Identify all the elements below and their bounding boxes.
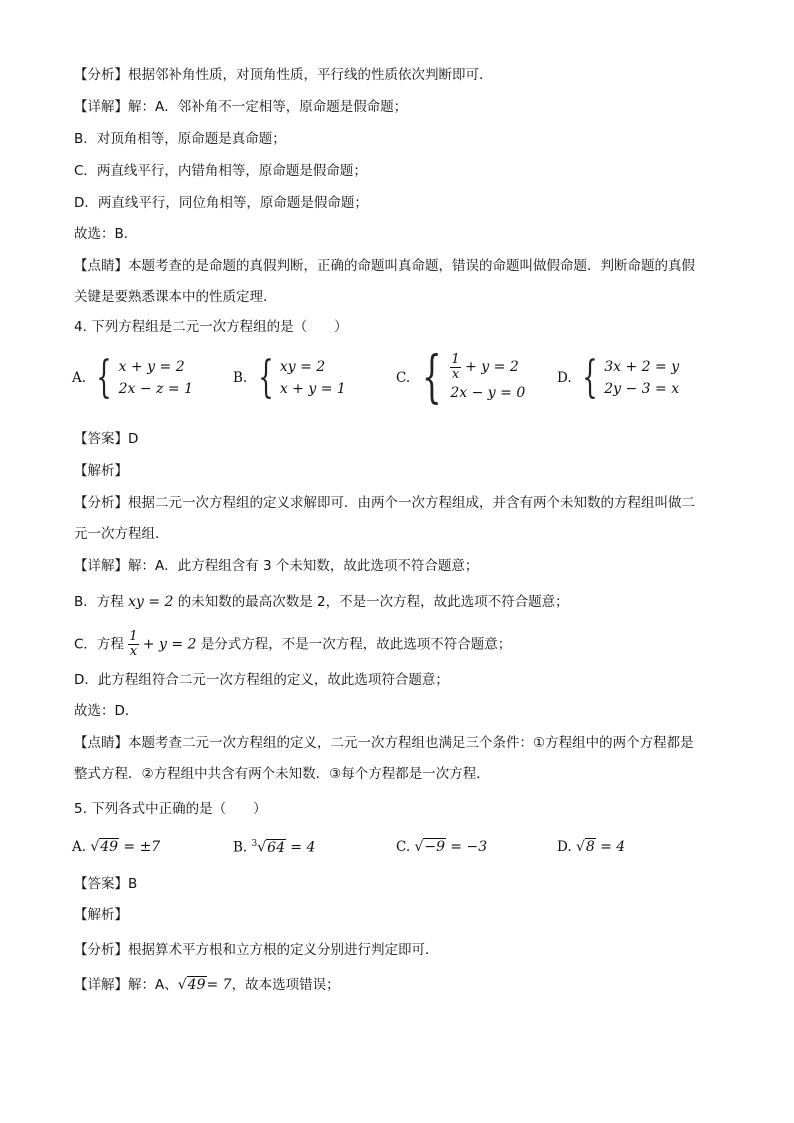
equation-system (604, 356, 679, 400)
analysis-line: 【分析】根据邻补角性质，对顶角性质，平行线的性质依次判断即可. (74, 67, 484, 83)
equation: xy = 2 (279, 359, 326, 375)
q4-comment-2: 整式方程．②方程组中共含有两个未知数．③每个方程都是一次方程． (74, 766, 490, 782)
q4-final-answer: 故选：D． (74, 703, 139, 719)
detail-line-b: B．对顶角相等，原命题是真命题； (74, 131, 286, 147)
equation: 2x − y = 0 (450, 385, 526, 401)
radical: √49 (177, 977, 206, 993)
q4-detail-b: B．方程 xy = 2 的未知数的最高次数是 2，不是一次方程，故此选项不符合题意； (74, 594, 569, 610)
q5-analysis: 【分析】根据算术平方根和立方根的定义分别进行判定即可． (74, 942, 439, 958)
equation-system (119, 356, 193, 400)
fraction: $\frac{1}{x}$ (129, 629, 138, 659)
answer-line: 故选：B． (74, 226, 138, 242)
comment-line-1: 【点睛】本题考查的是命题的真假判断，正确的命题叫真命题，错误的命题叫做假命题．判断命题的真假 (74, 258, 695, 274)
fraction: $\frac{1}{x}$ (451, 351, 460, 382)
q5-detail-a: 【详解】解：A、√49= 7，故本选项错误； (74, 977, 340, 993)
equation: x + y = 2 (118, 359, 185, 375)
q5-stem: 5. 下列各式中正确的是（ ） (74, 801, 267, 817)
radical: √−9 (414, 839, 445, 855)
q4-detail-a: 【详解】解：A．此方程组含有 3 个未知数，故此选项不符合题意； (74, 558, 479, 574)
option-label: C. (396, 370, 411, 386)
comment-line-2: 关键是要熟悉课本中的性质定理． (74, 289, 277, 305)
option-label: A. (72, 370, 87, 386)
equation: 2x − z = 1 (118, 381, 193, 397)
detail-line-d: D．两直线平行，同位角相等，原命题是假命题； (74, 195, 368, 211)
equation: + y = 2 (465, 359, 519, 375)
radical: $^3$√64 (251, 839, 285, 856)
equation: 3x + 2 = y (604, 359, 680, 375)
q4-explanation-heading: 【解析】 (74, 463, 128, 479)
q4-analysis-2: 元一次方程组． (74, 526, 169, 542)
radical: √49 (90, 839, 119, 855)
option-label: B. (233, 839, 248, 856)
q4-detail-d: D．此方程组符合二元一次方程组的定义，故此选项符合题意； (74, 672, 449, 688)
q5-option-a: A. √49 = ±7 (72, 839, 161, 855)
q4-option-c: C. { $\frac{1}{x}$ + y = 2 2x − y = 0 (396, 345, 526, 410)
equation-system (450, 352, 525, 404)
equation: 2y − 3 = x (604, 381, 680, 397)
q4-stem: 4. 下列方程组是二元一次方程组的是（ ） (74, 319, 348, 335)
equation: x + y = 1 (279, 381, 346, 397)
q4-option-d: D. { 3x + 2 = y 2y − 3 = x (557, 352, 680, 403)
radical: √8 (575, 839, 595, 855)
q4-analysis-1: 【分析】根据二元一次方程组的定义求解即可．由两个一次方程组成，并含有两个未知数的方程组叫做二 (74, 495, 695, 511)
q4-option-b: B. { xy = 2 x + y = 1 (233, 352, 346, 403)
option-label: D. (557, 370, 572, 386)
q5-answer: 【答案】B (74, 876, 138, 892)
q5-option-d: D. √8 = 4 (557, 839, 626, 855)
detail-line-c: C．两直线平行，内错角相等，原命题是假命题； (74, 163, 367, 179)
q4-comment-1: 【点睛】本题考查二元一次方程组的定义，二元一次方程组也满足三个条件：①方程组中的两个方程都是 (74, 735, 694, 751)
equation: + y = 2 (142, 636, 197, 653)
q5-option-b: B. $^3$√64 = 4 (233, 839, 316, 856)
equation-system (280, 356, 346, 400)
q4-detail-c: C．方程 $\frac{1}{x}$ + y = 2 是分式方程，不是一次方程，故此选项不符合题意； (74, 629, 512, 659)
equation: xy = 2 (128, 594, 174, 610)
option-label: B. (233, 370, 248, 386)
q5-option-c: C. √−9 = −3 (396, 839, 488, 855)
option-label: C. (396, 839, 411, 855)
q5-explanation-heading: 【解析】 (74, 907, 128, 923)
option-label: A. (72, 839, 87, 855)
q4-answer: 【答案】D (74, 431, 139, 447)
option-label: D. (557, 839, 572, 855)
detail-line-a: 【详解】解：A．邻补角不一定相等，原命题是假命题； (74, 99, 408, 115)
q4-option-a: A. { x + y = 2 2x − z = 1 (72, 352, 193, 403)
